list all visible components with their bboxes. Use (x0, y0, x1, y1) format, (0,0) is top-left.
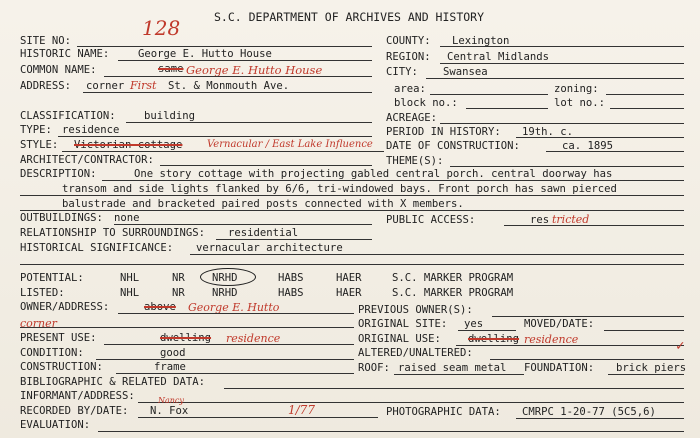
site-no-line (77, 46, 372, 47)
themes-label: THEME(S): (386, 155, 444, 167)
lot-line (610, 108, 684, 109)
relationship-label: RELATIONSHIP TO SURROUNDINGS: (20, 227, 205, 239)
county-label: COUNTY: (386, 35, 431, 47)
classification-label: CLASSIFICATION: (20, 110, 116, 122)
city-label: CITY: (386, 66, 418, 78)
altered-line (490, 359, 684, 360)
construction-label: CONSTRUCTION: (20, 361, 103, 373)
original-site-label: ORIGINAL SITE: (358, 318, 448, 330)
acreage-label: ACREAGE: (386, 112, 438, 124)
themes-line (450, 166, 684, 167)
moved-label: MOVED/DATE: (524, 318, 595, 330)
description-line-1: One story cottage with projecting gabled central porch. central doorway has (134, 168, 613, 180)
type-line (58, 136, 372, 137)
potential-habs: HABS (278, 272, 304, 284)
relationship-value: residential (228, 227, 299, 239)
foundation-label: FOUNDATION: (524, 362, 595, 374)
condition-label: CONDITION: (20, 347, 84, 359)
type-value: residence (62, 124, 120, 136)
zoning-line (606, 94, 684, 95)
description-label: DESCRIPTION: (20, 168, 97, 180)
public-access-hand: tricted (552, 213, 590, 226)
original-use-hand: residence (524, 333, 579, 346)
outbuildings-value: none (114, 212, 140, 224)
common-name-line (104, 76, 372, 77)
public-access-label: PUBLIC ACCESS: (386, 214, 476, 226)
evaluation-label: EVALUATION: (20, 419, 91, 431)
condition-value: good (160, 347, 186, 359)
previous-owners-label: PREVIOUS OWNER(S): (358, 304, 473, 316)
moved-line (604, 330, 684, 331)
common-name-label: COMMON NAME: (20, 64, 97, 76)
block-line (466, 108, 548, 109)
construction-value: frame (154, 361, 186, 373)
biblio-line (224, 388, 684, 389)
significance-label: HISTORICAL SIGNIFICANCE: (20, 242, 174, 254)
original-site-value: yes (464, 318, 484, 330)
type-label: TYPE: (20, 124, 52, 136)
city-line (426, 78, 684, 79)
present-use-label: PRESENT USE: (20, 332, 97, 344)
recorded-label: RECORDED BY/DATE: (20, 405, 129, 417)
recorded-hand-above: Nancy (158, 396, 184, 405)
block-label: block no.: (394, 97, 458, 109)
listed-nr: NR (172, 287, 185, 299)
foundation-value: brick piers (616, 362, 687, 374)
style-typed: Victorian cottage (74, 139, 183, 151)
previous-owners-line (492, 316, 684, 317)
potential-marker: S.C. MARKER PROGRAM (392, 272, 514, 284)
public-access-line (504, 225, 684, 226)
listed-haer: HAER (336, 287, 362, 299)
evaluation-line (98, 431, 684, 432)
potential-haer: HAER (336, 272, 362, 284)
original-site-line (458, 330, 516, 331)
foundation-line (608, 374, 684, 375)
acreage-line (440, 123, 684, 124)
classification-line (126, 122, 372, 123)
roof-value: raised seam metal (398, 362, 507, 374)
original-use-typed: dwelling (468, 333, 520, 345)
relationship-line (216, 239, 372, 240)
potential-nr: NR (172, 272, 185, 284)
historic-name-line (118, 60, 372, 61)
recorded-date-hand: 1/77 (288, 403, 315, 417)
owner-typed: above (144, 301, 176, 313)
potential-label: POTENTIAL: (20, 272, 84, 284)
lot-label: lot no.: (554, 97, 606, 109)
listed-marker: S.C. MARKER PROGRAM (392, 287, 514, 299)
listed-nrhd: NRHD (212, 287, 238, 299)
photo-line (516, 418, 684, 419)
zoning-label: zoning: (554, 83, 599, 95)
style-hand: Vernacular / East Lake Influence (207, 139, 373, 150)
roof-label: ROOF: (358, 362, 390, 374)
period-value: 19th. c. (522, 126, 574, 138)
card-header: S.C. DEPARTMENT OF ARCHIVES AND HISTORY (214, 10, 485, 24)
condition-line (96, 359, 354, 360)
original-use-label: ORIGINAL USE: (358, 333, 441, 345)
present-use-typed: dwelling (160, 332, 212, 344)
photo-label: PHOTOGRAPHIC DATA: (386, 406, 501, 418)
check-mark: ✓ (676, 338, 685, 354)
owner-label: OWNER/ADDRESS: (20, 301, 110, 313)
county-line (440, 46, 684, 47)
description-rule-1 (102, 180, 684, 181)
city-value: Swansea (443, 66, 488, 78)
site-no-label: SITE NO: (20, 35, 72, 47)
nrhd-circle-mark (200, 268, 256, 286)
public-access-typed: res (530, 214, 550, 226)
photo-value: CMRPC 1-20-77 (5C5,6) (522, 406, 656, 418)
description-line-3: balustrade and bracketed paired posts connected with X members. (62, 198, 464, 210)
architect-label: ARCHITECT/CONTRACTOR: (20, 154, 154, 166)
section-divider (20, 264, 684, 265)
informant-label: INFORMANT/ADDRESS: (20, 390, 135, 402)
significance-value: vernacular architecture (196, 242, 343, 254)
significance-line (190, 254, 684, 255)
altered-label: ALTERED/UNALTERED: (358, 347, 473, 359)
site-no-value: 128 (142, 16, 181, 40)
biblio-label: BIBLIOGRAPHIC & RELATED DATA: (20, 376, 205, 388)
classification-value: building (144, 110, 196, 122)
present-use-line (104, 344, 354, 345)
region-value: Central Midlands (447, 51, 550, 63)
description-rule-3 (20, 210, 684, 211)
style-line (62, 151, 384, 152)
doc-label: DATE OF CONSTRUCTION: (386, 140, 520, 152)
common-name-typed: same (158, 63, 184, 75)
region-label: REGION: (386, 51, 431, 63)
owner-hand-line2: corner (20, 317, 57, 330)
potential-nrhd: NRHD (212, 272, 238, 284)
period-label: PERIOD IN HISTORY: (386, 126, 501, 138)
historic-name-value: George E. Hutto House (138, 48, 272, 60)
architect-line (160, 165, 372, 166)
description-line-2: transom and side lights flanked by 6/6, tri-windowed bays. Front porch has sawn pierced (62, 183, 617, 195)
present-use-hand: residence (226, 332, 281, 345)
recorded-line (138, 417, 378, 418)
doc-line (546, 151, 684, 152)
period-line (516, 137, 684, 138)
original-use-line (456, 345, 684, 346)
roof-line (394, 374, 524, 375)
historic-name-label: HISTORIC NAME: (20, 48, 110, 60)
style-label: STYLE: (20, 139, 59, 151)
informant-line (138, 402, 684, 403)
owner-hand: George E. Hutto (188, 301, 280, 314)
outbuildings-line (114, 224, 372, 225)
recorded-value: N. Fox (150, 405, 189, 417)
address-typed-b: St. & Monmouth Ave. (168, 80, 290, 92)
description-rule-2 (20, 195, 684, 196)
outbuildings-label: OUTBUILDINGS: (20, 212, 103, 224)
area-label: area: (394, 83, 426, 95)
county-value: Lexington (452, 35, 510, 47)
address-hand: First (130, 79, 157, 92)
owner-line (118, 313, 354, 314)
construction-line (116, 373, 354, 374)
common-name-hand: George E. Hutto House (186, 63, 323, 77)
region-line (440, 63, 684, 64)
address-label: ADDRESS: (20, 80, 72, 92)
potential-nhl: NHL (120, 272, 140, 284)
listed-nhl: NHL (120, 287, 140, 299)
address-typed-a: corner (86, 80, 125, 92)
doc-value: ca. 1895 (562, 140, 614, 152)
owner-line-2 (20, 327, 354, 328)
area-line (430, 94, 548, 95)
listed-label: LISTED: (20, 287, 65, 299)
address-line (83, 92, 372, 93)
listed-habs: HABS (278, 287, 304, 299)
